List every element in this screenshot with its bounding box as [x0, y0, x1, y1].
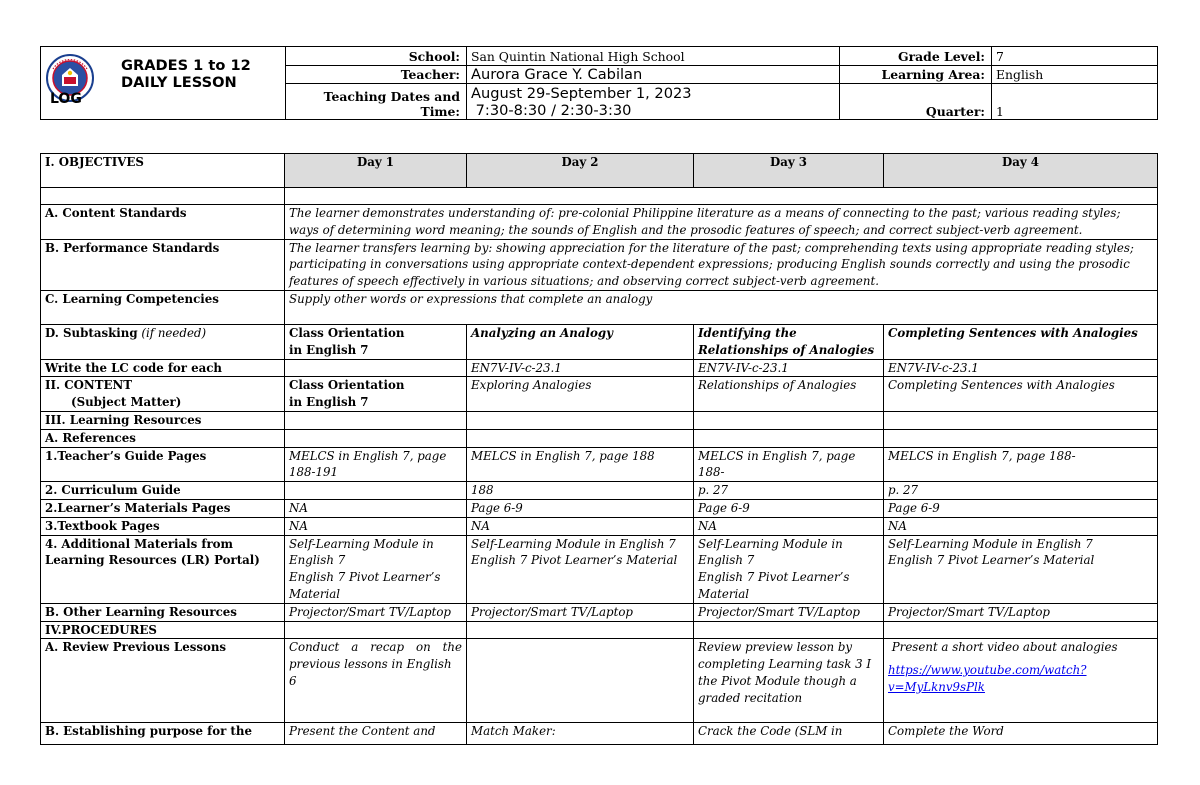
table-row: [41, 290, 1158, 324]
learners-materials-day-3: Page 6-9: [694, 499, 884, 517]
lc-code-day-4: EN7V-IV-c-23.1: [884, 359, 1158, 377]
teachers-guide-day-1: MELCS in English 7, page 188-191: [285, 447, 467, 482]
content-standards-text: The learner demonstrates understanding of: pre-colonial Philippine literature as a means of connecting to the past; various reading styles; ways of determining word meaning; the sounds of English and the prosodic features of speech; and correct subject-verb agreement.: [285, 205, 1158, 240]
curriculum-guide-day-4: p. 27: [884, 482, 1158, 500]
day-1-header: Day 1: [285, 154, 467, 188]
table-row: [41, 411, 1158, 429]
page-title: GRADES 1 to 12 DAILY LESSON: [121, 57, 251, 91]
day-2-header: Day 2: [467, 154, 694, 188]
review-day-3: Review preview lesson by completing Learning task 3 I the Pivot Module though a graded recitation: [694, 639, 884, 723]
references-label: A. References: [41, 429, 285, 447]
teaching-dates-label: Teaching Dates and Time:: [286, 84, 467, 120]
purpose-day-4: Complete the Word: [884, 723, 1158, 745]
teacher-value: Aurora Grace Y. Cabilan: [467, 66, 840, 84]
quarter-value: 1: [992, 84, 1158, 120]
table-row: [41, 603, 1158, 621]
header-brand-cell: [41, 47, 286, 120]
content-day-3: Relationships of Analogies: [694, 377, 884, 412]
purpose-day-2: Match Maker:: [467, 723, 694, 745]
table-row: [41, 239, 1158, 290]
subtasking-day-2: Analyzing an Analogy: [467, 324, 694, 359]
subtasking-day-4: Completing Sentences with Analogies: [884, 324, 1158, 359]
additional-materials-day-3: Self-Learning Module in English 7 English 7 Pivot Learner’s Material: [694, 535, 884, 603]
purpose-day-3: Crack the Code (SLM in: [694, 723, 884, 745]
lesson-plan-table: [40, 153, 1158, 745]
textbook-pages-day-2: NA: [467, 517, 694, 535]
logo-text: LOG: [50, 91, 82, 107]
teachers-guide-label: 1.Teacher’s Guide Pages: [41, 447, 285, 482]
learning-area-value: English: [992, 66, 1158, 84]
teachers-guide-day-4: MELCS in English 7, page 188-: [884, 447, 1158, 482]
other-resources-day-2: Projector/Smart TV/Laptop: [467, 603, 694, 621]
lc-code-day-3: EN7V-IV-c-23.1: [694, 359, 884, 377]
subtasking-day-3: Identifying the Relationships of Analogies: [694, 324, 884, 359]
table-row: [41, 482, 1158, 500]
curriculum-guide-day-2: 188: [467, 482, 694, 500]
learning-competencies-label: C. Learning Competencies: [41, 290, 285, 324]
table-row: [41, 205, 1158, 240]
learners-materials-day-4: Page 6-9: [884, 499, 1158, 517]
teacher-label: Teacher:: [286, 66, 467, 84]
table-row: [41, 499, 1158, 517]
learners-materials-day-1: NA: [285, 499, 467, 517]
other-resources-day-3: Projector/Smart TV/Laptop: [694, 603, 884, 621]
additional-materials-day-2: Self-Learning Module in English 7 English 7 Pivot Learner’s Material: [467, 535, 694, 603]
day-3-header: Day 3: [694, 154, 884, 188]
table-row: [41, 359, 1158, 377]
learners-materials-day-2: Page 6-9: [467, 499, 694, 517]
additional-materials-day-4: Self-Learning Module in English 7 English 7 Pivot Learner’s Material: [884, 535, 1158, 603]
table-row: [41, 723, 1158, 745]
content-day-1: Class Orientation in English 7: [285, 377, 467, 412]
textbook-pages-label: 3.Textbook Pages: [41, 517, 285, 535]
table-row: [41, 517, 1158, 535]
other-resources-day-1: Projector/Smart TV/Laptop: [285, 603, 467, 621]
table-row: [41, 639, 1158, 723]
curriculum-guide-label: 2. Curriculum Guide: [41, 482, 285, 500]
content-label: II. CONTENT (Subject Matter): [41, 377, 285, 412]
textbook-pages-day-3: NA: [694, 517, 884, 535]
table-row: [41, 447, 1158, 482]
table-row: [41, 188, 1158, 205]
learning-resources-label: III. Learning Resources: [41, 411, 285, 429]
establishing-purpose-label: B. Establishing purpose for the: [41, 723, 285, 745]
additional-materials-label: 4. Additional Materials from Learning Resources (LR) Portal): [41, 535, 285, 603]
purpose-day-1: Present the Content and: [285, 723, 467, 745]
review-day-2: [467, 639, 694, 723]
table-row: [41, 154, 1158, 188]
other-resources-day-4: Projector/Smart TV/Laptop: [884, 603, 1158, 621]
review-day-4: Present a short video about analogies https://www.youtube.com/watch? v=MyLknv9sPlk: [884, 639, 1158, 723]
procedures-heading: IV.PROCEDURES: [41, 621, 285, 639]
table-row: [41, 621, 1158, 639]
learning-area-label: Learning Area:: [840, 66, 992, 84]
school-value: San Quintin National High School: [467, 47, 840, 66]
subtasking-label: D. Subtasking (if needed): [41, 324, 285, 359]
review-lessons-label: A. Review Previous Lessons: [41, 639, 285, 723]
grade-level-value: 7: [992, 47, 1158, 66]
other-resources-label: B. Other Learning Resources: [41, 603, 285, 621]
curriculum-guide-day-1: [285, 482, 467, 500]
grade-level-label: Grade Level:: [840, 47, 992, 66]
teachers-guide-day-2: MELCS in English 7, page 188: [467, 447, 694, 482]
table-row: [41, 429, 1158, 447]
learners-materials-label: 2.Learner’s Materials Pages: [41, 499, 285, 517]
teachers-guide-day-3: MELCS in English 7, page 188-: [694, 447, 884, 482]
header-table: [40, 46, 1158, 120]
content-day-4: Completing Sentences with Analogies: [884, 377, 1158, 412]
lc-code-day-2: EN7V-IV-c-23.1: [467, 359, 694, 377]
teaching-dates-value: August 29-September 1, 2023 7:30-8:30 / 2:30-3:30: [467, 84, 840, 120]
quarter-label: Quarter:: [840, 84, 992, 120]
subtasking-day-1: Class Orientation in English 7: [285, 324, 467, 359]
performance-standards-text: The learner transfers learning by: showing appreciation for the literature of the past; comprehending texts using appropriate reading styles; participating in conversations using appropriate context-dependent expressions; producing English sounds correctly and using the prosodic features of speech effectively in various situations; and observing correct subject-verb agreement.: [285, 239, 1158, 290]
lc-code-label: Write the LC code for each: [41, 359, 285, 377]
performance-standards-label: B. Performance Standards: [41, 239, 285, 290]
day-4-header: Day 4: [884, 154, 1158, 188]
lc-code-day-1: [285, 359, 467, 377]
table-row: [41, 377, 1158, 412]
table-row: [41, 324, 1158, 359]
review-day-1: Conduct a recap on the previous lessons in English 6: [285, 639, 467, 723]
curriculum-guide-day-3: p. 27: [694, 482, 884, 500]
content-day-2: Exploring Analogies: [467, 377, 694, 412]
additional-materials-day-1: Self-Learning Module in English 7 English 7 Pivot Learner’s Material: [285, 535, 467, 603]
learning-competencies-text: Supply other words or expressions that complete an analogy: [285, 290, 1158, 324]
video-link[interactable]: https://www.youtube.com/watch? v=MyLknv9sPlk: [888, 663, 1087, 694]
textbook-pages-day-1: NA: [285, 517, 467, 535]
content-standards-label: A. Content Standards: [41, 205, 285, 240]
table-row: [41, 535, 1158, 603]
school-label: School:: [286, 47, 467, 66]
textbook-pages-day-4: NA: [884, 517, 1158, 535]
objectives-heading: I. OBJECTIVES: [41, 154, 285, 188]
